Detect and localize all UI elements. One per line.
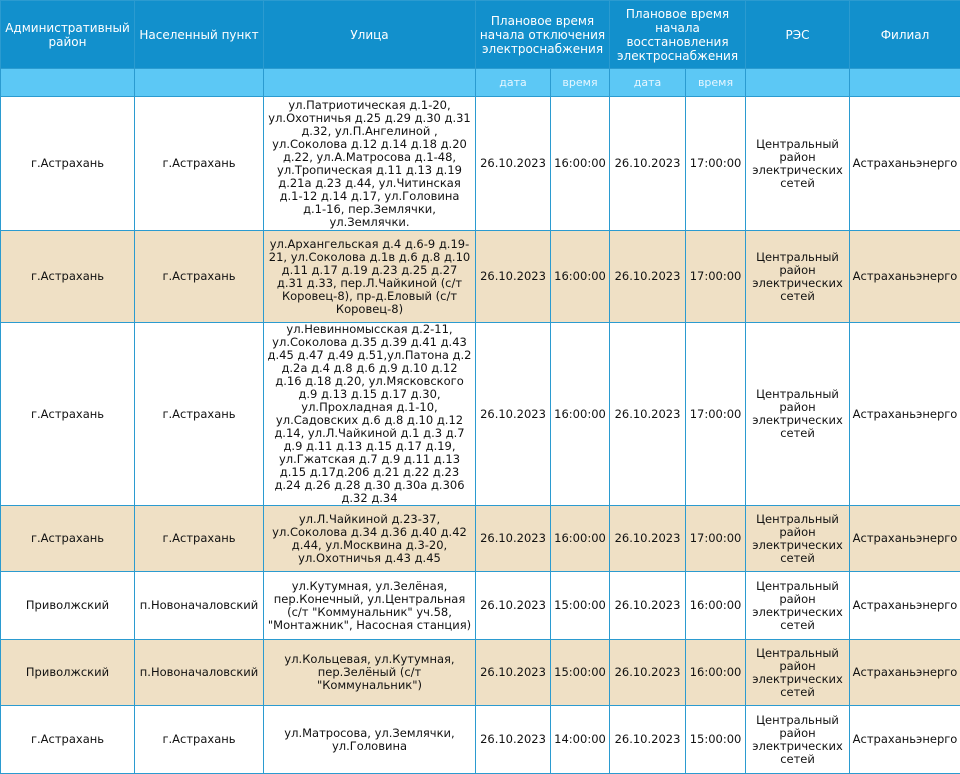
cell-branch: Астраханьэнерго: [850, 640, 960, 706]
table-row: [1, 323, 960, 506]
cell-res: Центральный район электрических сетей: [746, 640, 850, 706]
cell-off-date: 26.10.2023: [476, 231, 551, 323]
cell-on-time: 17:00:00: [686, 323, 746, 506]
table-row: [1, 231, 960, 323]
header-locality: Населенный пункт: [135, 1, 264, 69]
header-off-time: Плановое время начала отключения электроснабжения: [476, 1, 610, 69]
cell-off-time: 15:00:00: [551, 572, 610, 640]
subheader-off-date: дата: [476, 69, 551, 97]
cell-on-date: 26.10.2023: [610, 231, 686, 323]
table-row: [1, 572, 960, 640]
cell-off-date: 26.10.2023: [476, 640, 551, 706]
cell-district: г.Астрахань: [1, 323, 135, 506]
subheader-empty: [850, 69, 960, 97]
cell-on-date: 26.10.2023: [610, 572, 686, 640]
table-row: [1, 506, 960, 572]
header-branch: Филиал: [850, 1, 960, 69]
cell-off-date: 26.10.2023: [476, 506, 551, 572]
cell-street: ул.Патриотическая д.1-20, ул.Охотничья д.25 д.29 д.30 д.31 д.32, ул.П.Ангелиной , ул.Соколова д.12 д.14 д.18 д.20 д.22, ул.А.Матросова д.1-48, ул.Тропическая д.11 д.13 д.19 д.21а д.23 д.44, ул.Читинская д.1-12 д.14 д.17, ул.Головина д.1-16, пер.Землячки, ул.Землячки.: [264, 97, 476, 231]
cell-district: г.Астрахань: [1, 506, 135, 572]
cell-street: ул.Архангельская д.4 д.6-9 д.19-21, ул.Соколова д.1в д.6 д.8 д.10 д.11 д.17 д.19 д.23 д.25 д.27 д.31 д.33, пер.Л.Чайкиной (с/т Коровец-8), пр-д.Еловый (с/т Коровец-8): [264, 231, 476, 323]
subheader-on-time: время: [686, 69, 746, 97]
table-row: [1, 640, 960, 706]
cell-district: г.Астрахань: [1, 706, 135, 774]
cell-off-date: 26.10.2023: [476, 572, 551, 640]
subheader-off-time: время: [551, 69, 610, 97]
table-row: [1, 706, 960, 774]
cell-on-time: 17:00:00: [686, 506, 746, 572]
table-row: [1, 97, 960, 231]
cell-on-date: 26.10.2023: [610, 640, 686, 706]
cell-district: Приволжский: [1, 572, 135, 640]
cell-res: Центральный район электрических сетей: [746, 506, 850, 572]
cell-branch: Астраханьэнерго: [850, 572, 960, 640]
cell-on-date: 26.10.2023: [610, 706, 686, 774]
cell-res: Центральный район электрических сетей: [746, 706, 850, 774]
cell-locality: г.Астрахань: [135, 506, 264, 572]
cell-locality: г.Астрахань: [135, 706, 264, 774]
cell-off-time: 16:00:00: [551, 97, 610, 231]
subheader-row: [1, 69, 960, 97]
cell-on-date: 26.10.2023: [610, 506, 686, 572]
cell-res: Центральный район электрических сетей: [746, 97, 850, 231]
header-row: [1, 1, 960, 69]
cell-street: ул.Л.Чайкиной д.23-37, ул.Соколова д.34 д.36 д.40 д.42 д.44, ул.Москвина д.3-20, ул.Охотничья д.43 д.45: [264, 506, 476, 572]
cell-street: ул.Кутумная, ул.Зелёная, пер.Конечный, ул.Центральная (с/т "Коммунальник" уч.58, "Монтажник", Насосная станция): [264, 572, 476, 640]
cell-res: Центральный район электрических сетей: [746, 323, 850, 506]
cell-off-time: 15:00:00: [551, 640, 610, 706]
cell-district: г.Астрахань: [1, 231, 135, 323]
cell-street: ул.Невинномысская д.2-11, ул.Соколова д.35 д.39 д.41 д.43 д.45 д.47 д.49 д.51,ул.Патона д.2 д.2а д.4 д.8 д.6 д.9 д.10 д.12 д.16 д.18 д.20, ул.Мясковского д.9 д.13 д.15 д.17 д.30, ул.Прохладная д.1-10, ул.Садовских д.6 д.8 д.10 д.12 д.14, ул.Л.Чайкиной д.1 д.3 д.7 д.9 д.11 д.13 д.15 д.17 д.19, ул.Гжатская д.7 д.9 д.11 д.13 д.15 д.17д.206 д.21 д.22 д.23 д.24 д.26 д.28 д.30 д.30а д.306 д.32 д.34: [264, 323, 476, 506]
header-res: РЭС: [746, 1, 850, 69]
cell-locality: п.Новоначаловский: [135, 640, 264, 706]
subheader-empty: [746, 69, 850, 97]
header-district: Административный район: [1, 1, 135, 69]
subheader-empty: [135, 69, 264, 97]
header-restore-time: Плановое время начала восстановления электроснабжения: [610, 1, 746, 69]
cell-off-date: 26.10.2023: [476, 706, 551, 774]
cell-off-time: 16:00:00: [551, 323, 610, 506]
cell-branch: Астраханьэнерго: [850, 231, 960, 323]
cell-district: г.Астрахань: [1, 97, 135, 231]
cell-on-time: 17:00:00: [686, 97, 746, 231]
cell-off-time: 16:00:00: [551, 231, 610, 323]
cell-street: ул.Кольцевая, ул.Кутумная, пер.Зелёный (с/т "Коммунальник"): [264, 640, 476, 706]
cell-locality: п.Новоначаловский: [135, 572, 264, 640]
cell-locality: г.Астрахань: [135, 231, 264, 323]
cell-on-date: 26.10.2023: [610, 323, 686, 506]
cell-locality: г.Астрахань: [135, 97, 264, 231]
cell-branch: Астраханьэнерго: [850, 706, 960, 774]
cell-on-time: 17:00:00: [686, 231, 746, 323]
cell-street: ул.Матросова, ул.Землячки, ул.Головина: [264, 706, 476, 774]
cell-branch: Астраханьэнерго: [850, 323, 960, 506]
cell-on-time: 15:00:00: [686, 706, 746, 774]
cell-on-time: 16:00:00: [686, 572, 746, 640]
cell-off-time: 16:00:00: [551, 506, 610, 572]
cell-off-date: 26.10.2023: [476, 323, 551, 506]
cell-locality: г.Астрахань: [135, 323, 264, 506]
cell-branch: Астраханьэнерго: [850, 506, 960, 572]
cell-district: Приволжский: [1, 640, 135, 706]
cell-res: Центральный район электрических сетей: [746, 572, 850, 640]
cell-on-date: 26.10.2023: [610, 97, 686, 231]
cell-off-date: 26.10.2023: [476, 97, 551, 231]
subheader-empty: [264, 69, 476, 97]
cell-on-time: 16:00:00: [686, 640, 746, 706]
header-street: Улица: [264, 1, 476, 69]
cell-res: Центральный район электрических сетей: [746, 231, 850, 323]
subheader-empty: [1, 69, 135, 97]
cell-branch: Астраханьэнерго: [850, 97, 960, 231]
cell-off-time: 14:00:00: [551, 706, 610, 774]
subheader-on-date: дата: [610, 69, 686, 97]
